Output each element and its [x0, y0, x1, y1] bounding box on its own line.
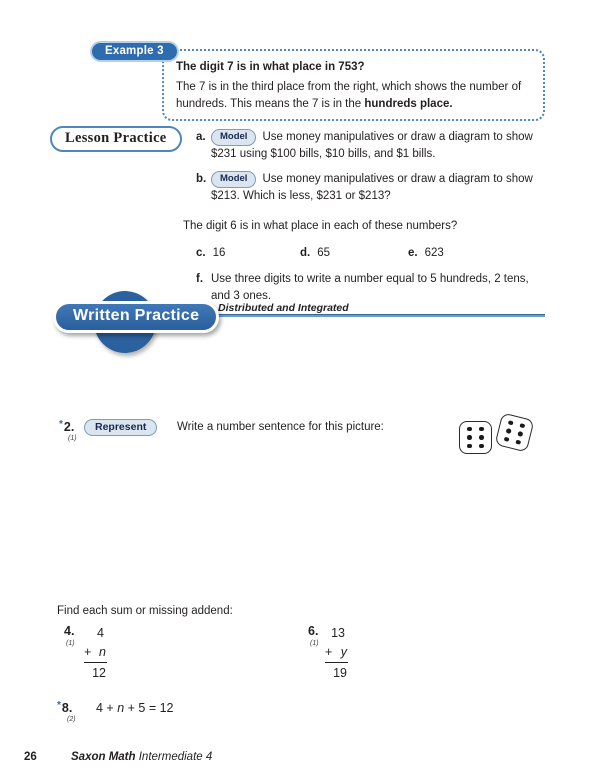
example-badge: Example 3	[90, 41, 179, 62]
die-six-icon	[459, 421, 492, 454]
page-number: 26	[24, 751, 37, 763]
item-text: Use money manipulatives or draw a diagram to show $213. Which is less, $231 or $213?	[211, 173, 533, 203]
equation-right: + 5 = 12	[124, 701, 174, 715]
item-text: Use three digits to write a number equal to 5 hundreds, 2 tens, and 3 ones.	[211, 273, 529, 302]
example-answer-bold: hundreds place.	[364, 98, 453, 111]
choice-c	[196, 245, 300, 262]
lesson-choices-row	[183, 245, 551, 262]
example-box	[162, 49, 545, 121]
book-edition: Intermediate 4	[135, 751, 213, 763]
addend-row	[84, 643, 107, 663]
problem-4-vertical-sum	[84, 624, 107, 683]
problem-2-lesson-ref: (1)	[68, 435, 77, 442]
problem-6-number: 6.	[308, 624, 319, 638]
choice-value: 16	[212, 246, 226, 259]
plus-sign: +	[84, 645, 92, 659]
model-badge: Model	[211, 129, 256, 146]
addend-top: 13	[331, 626, 345, 640]
item-body	[211, 171, 551, 204]
choice-letter: d.	[300, 246, 311, 259]
written-practice-label: Written Practice	[53, 301, 219, 333]
choice-e	[408, 245, 444, 262]
sums-heading: Find each sum or missing addend:	[57, 605, 233, 617]
choice-letter: e.	[408, 246, 418, 259]
sum-value: 19	[333, 666, 347, 680]
example-answer	[176, 79, 531, 114]
problem-2-number	[59, 419, 74, 434]
item-letter: b.	[196, 173, 207, 186]
choice-letter: c.	[196, 246, 206, 259]
example-question: The digit 7 is in what place in 753?	[176, 61, 365, 73]
book-title-bold: Saxon Math	[71, 751, 136, 763]
die-six-icon	[494, 412, 534, 452]
sum-value: 12	[92, 666, 106, 680]
problem-number-text: 2.	[63, 420, 75, 434]
lesson-item-a	[183, 129, 551, 162]
addend-row	[325, 643, 348, 663]
model-badge: Model	[211, 171, 256, 188]
equation-variable: n	[117, 701, 125, 715]
lesson-question: The digit 6 is in what place in each of these numbers?	[183, 219, 458, 232]
lesson-item-b	[183, 171, 551, 204]
problem-4-number: 4.	[64, 624, 75, 638]
problem-2-text: Write a number sentence for this picture:	[177, 421, 384, 433]
section-rule	[203, 314, 545, 317]
represent-badge: Represent	[84, 419, 157, 436]
choice-value: 65	[317, 246, 331, 259]
lesson-practice-label: Lesson Practice	[50, 126, 182, 152]
problem-6-vertical-sum	[325, 624, 348, 683]
written-practice-subtitle: Distributed and Integrated	[218, 302, 349, 314]
addend-top: 4	[97, 626, 104, 640]
item-body	[211, 129, 551, 162]
item-letter: f.	[196, 273, 204, 286]
missing-addend-variable: y	[340, 645, 347, 659]
item-text: Use money manipulatives or draw a diagram to show $231 using $100 bills, $10 bills, and $1 bills.	[211, 131, 533, 160]
investigation-star: *	[57, 700, 61, 711]
book-title	[71, 751, 212, 763]
problem-number-text: 8.	[61, 701, 73, 715]
lesson-practice-content	[183, 129, 551, 305]
missing-addend-variable: n	[99, 645, 106, 659]
problem-8-number	[57, 700, 72, 715]
equation-left: 4 +	[96, 701, 118, 715]
choice-d	[300, 245, 408, 262]
example-answer-text: The 7 is in the third place from the right, which shows the number of hundreds. This means the 7 is in the	[176, 81, 522, 111]
investigation-star: *	[59, 419, 63, 430]
problem-8-lesson-ref: (2)	[67, 716, 76, 723]
lesson-item-f	[183, 271, 551, 304]
plus-sign: +	[325, 645, 333, 659]
choice-value: 623	[424, 246, 444, 259]
problem-6-lesson-ref: (1)	[310, 640, 319, 647]
item-letter: a.	[196, 131, 206, 143]
problem-8-equation	[96, 701, 174, 715]
problem-4-lesson-ref: (1)	[66, 640, 75, 647]
